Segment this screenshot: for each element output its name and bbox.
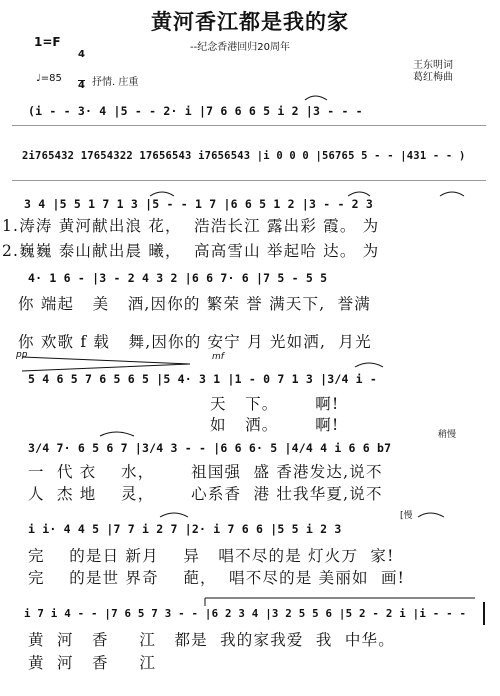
dynamic-pp: pp	[16, 350, 28, 360]
slur-mark	[100, 432, 134, 436]
lyrics-verse2-line8: 黄 河 香 江	[28, 654, 157, 672]
notation-line-4: 4· 1 6 - |3 - 2 4 3 2 |6 6 7· 6 |7 5 - 5 5	[28, 271, 328, 285]
tempo-marking: ♩=85	[36, 73, 62, 84]
slur-mark	[150, 192, 174, 196]
lyrics-verse1-line5: 天 下。 啊!	[210, 395, 340, 413]
slur-mark	[440, 192, 464, 196]
lyrics-verse2-line6: 人 杰 地 灵， 心系香 港 壮我华夏,说不	[28, 485, 383, 503]
lyrics-verse1-line6: 一 代 衣 水， 祖国强 盛 香港发达,说不	[28, 463, 383, 481]
lyrics-verse2-line4: 你 欢歌 f 载 舞,因你的 安宁 月 光如洒, 月光	[18, 333, 372, 351]
crescendo-mark	[22, 357, 190, 371]
lyrics-verse1-line8: 黄 河 香 江 都是 我的家我爱 我 中华。	[28, 631, 395, 649]
lyrics-verse2-line3: 2.巍巍 泰山献出晨 曦， 高高雪山 举起哈 达。 为	[2, 242, 380, 260]
expression-marking: 抒情. 庄重	[92, 77, 139, 88]
notation-line-7: i i· 4 4 5 |7 7 i 2 7 |2· i 7 6 6 |5 5 i 2 3	[28, 522, 342, 536]
slur-mark	[418, 513, 444, 517]
notation-line-3: 3 4 |5 5 1 7 1 3 |5 - - 1 7 |6 6 5 1 2 |3 - - 2 3	[24, 197, 374, 211]
notation-line-5: 5 4 6 5 7 6 5 6 5 |5 4· 3 1 |1 - 0 7 1 3 |3/4 i -	[28, 372, 378, 386]
song-title: 黄河香江都是我的家	[151, 10, 349, 34]
lyrics-verse1-line3: 1.涛涛 黄河献出浪 花， 浩浩长江 露出彩 霞。 为	[2, 217, 380, 235]
key-signature: 1=F	[34, 35, 61, 49]
notation-line-6: 3/4 7· 6 5 6 7 |3/4 3 - - |6 6 6· 5 |4/4 4 i 6 6 b7	[28, 441, 392, 455]
lyricist: 王东明词	[413, 60, 453, 71]
tempo-change-slow: [慢	[400, 511, 413, 521]
lyrics-verse1-line7: 完 的是日 新月 异 唱不尽的是 灯火万 家!	[28, 547, 395, 565]
slur-mark	[348, 192, 370, 196]
slur-mark	[355, 363, 383, 367]
slur-mark	[160, 513, 188, 517]
notation-line-8: i 7 i 4 - - |7 6 5 7 3 - - |6 2 3 4 |3 2 5 5 6 |5 2 - 2 i |i - - -	[24, 607, 467, 620]
lyrics-verse2-line7: 完 的是世 界奇 葩， 唱不尽的是 美丽如 画!	[28, 569, 406, 587]
lyrics-verse1-line4: 你 端起 美 酒,因你的 繁荣 誉 满天下, 誉满	[18, 295, 371, 313]
composer: 葛红梅曲	[413, 72, 453, 83]
slur-mark	[305, 96, 327, 100]
tempo-change-slower: 稍慢	[438, 430, 457, 440]
subtitle: --纪念香港回归20周年	[190, 42, 290, 53]
dynamic-mf: mf	[212, 352, 224, 362]
lyrics-verse2-line5: 如 洒。 啊!	[210, 416, 340, 434]
meter-bottom: 4	[78, 80, 85, 91]
meter-top: 4	[78, 49, 85, 60]
notation-line-1: (i - - 3· 4 |5 - - 2· i |7 6 6 6 5 i 2 |3 - - -	[28, 104, 363, 118]
notation-line-2: 2i765432 17654322 17656543 i7656543 |i 0 0 0 |56765 5 - - |431 - - )	[22, 150, 466, 162]
